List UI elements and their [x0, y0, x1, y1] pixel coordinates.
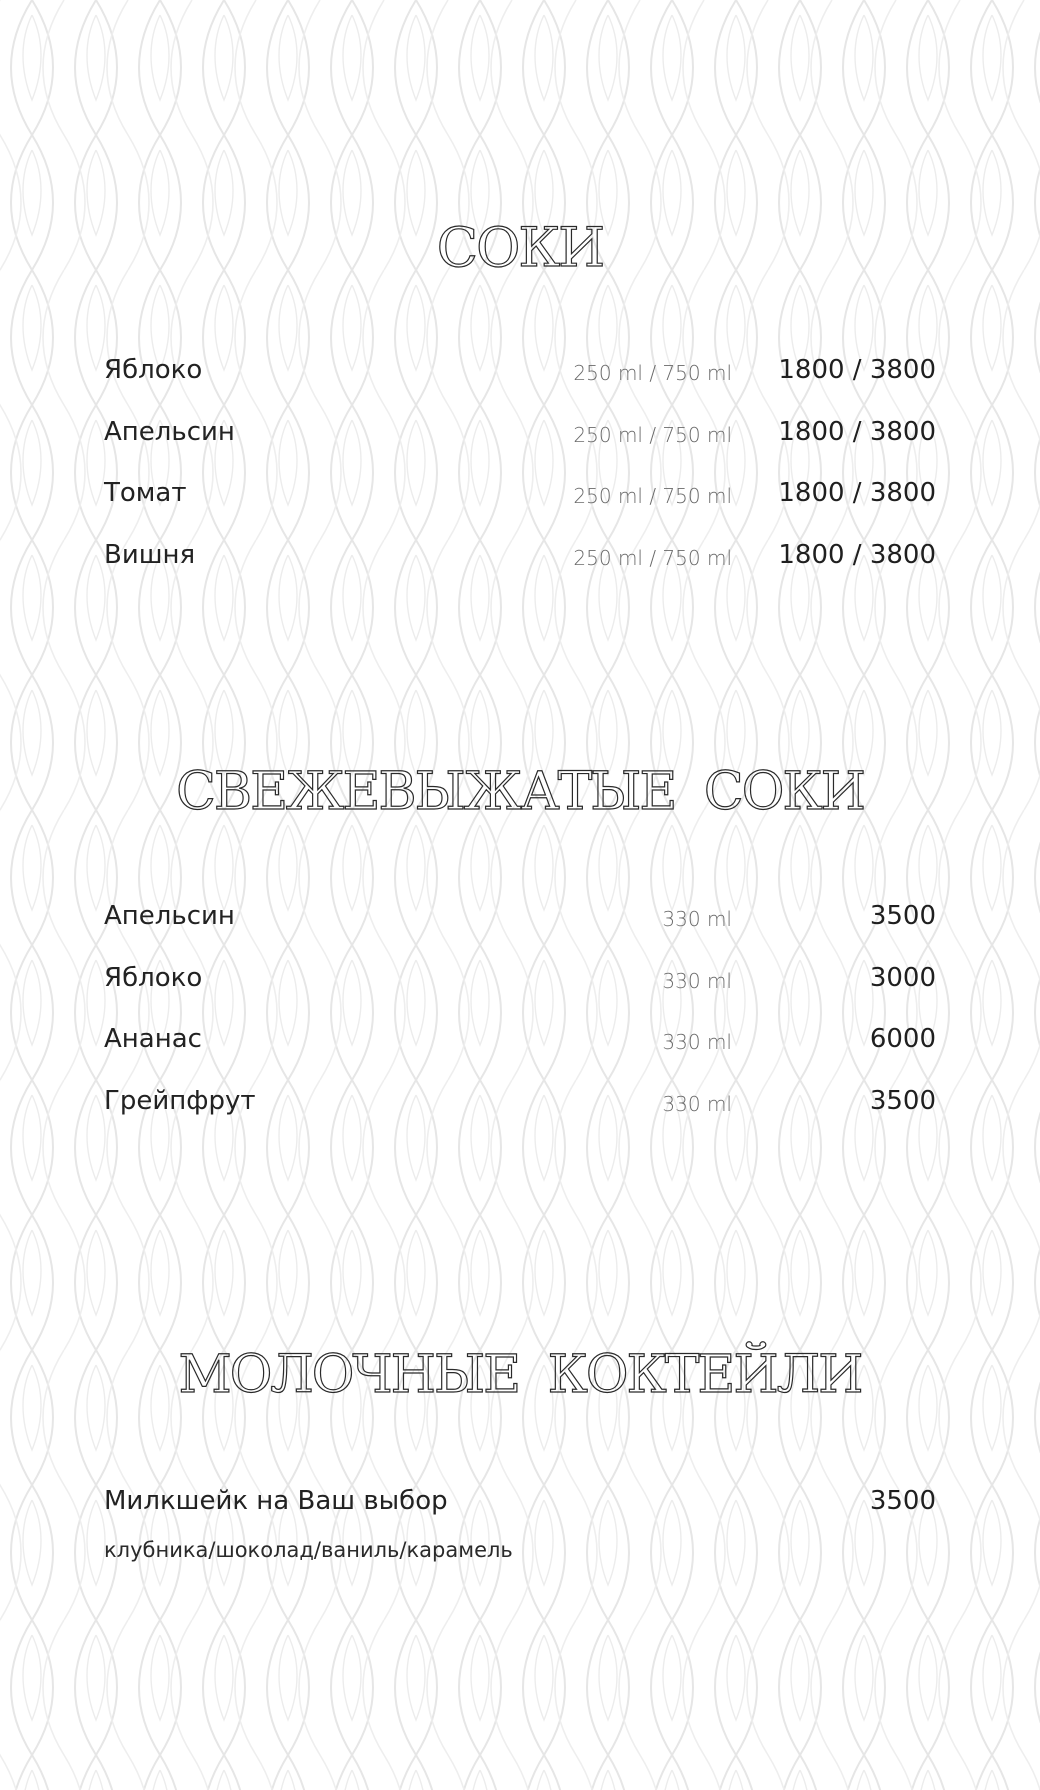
- milkshake-item: [104, 1486, 936, 1576]
- item-name: Томат: [104, 478, 187, 508]
- menu-item: [104, 540, 936, 602]
- item-price: 3000: [869, 962, 936, 993]
- item-name: Ананас: [104, 1024, 202, 1054]
- item-name: Апельсин: [104, 901, 235, 931]
- item-price: 3500: [869, 1085, 936, 1116]
- item-name: Грейпфрут: [104, 1085, 256, 1116]
- item-name: Яблоко: [104, 355, 203, 385]
- item-price: 3500: [869, 1486, 936, 1516]
- item-volume: 330 ml: [662, 968, 732, 993]
- item-price: 1800 / 3800: [778, 539, 936, 570]
- item-volume: 330 ml: [662, 1030, 732, 1054]
- item-price: 1800 / 3800: [778, 416, 936, 447]
- item-volume: 250 ml / 750 ml: [573, 545, 732, 570]
- item-volume: 250 ml / 750 ml: [573, 361, 732, 385]
- section-title-milkshakes: МОЛОЧНЫЕ КОКТЕЙЛИ: [178, 1345, 862, 1405]
- item-name: Вишня: [104, 539, 196, 570]
- item-name: Милкшейк на Ваш выбор: [104, 1486, 448, 1516]
- item-name: Яблоко: [104, 962, 203, 993]
- item-price: 3500: [869, 901, 936, 931]
- section-title-fresh-juices: СВЕЖЕВЫЖАТЫЕ СОКИ: [176, 762, 864, 822]
- menu-item: [104, 478, 936, 540]
- menu-item: [104, 355, 936, 417]
- item-name: Апельсин: [104, 416, 235, 447]
- juices-list: [104, 355, 936, 601]
- fresh-juices-list: [104, 901, 936, 1147]
- item-price: 1800 / 3800: [778, 355, 936, 385]
- item-price: 6000: [869, 1024, 936, 1054]
- menu-item: [104, 1086, 936, 1148]
- section-title-juices: СОКИ: [436, 216, 604, 279]
- item-description: клубника/шоколад/ваниль/карамель: [104, 1538, 513, 1562]
- menu-item: [104, 963, 936, 1025]
- item-price: 1800 / 3800: [778, 478, 936, 508]
- menu-item: [104, 901, 936, 963]
- item-volume: 250 ml / 750 ml: [573, 484, 732, 508]
- menu-item: [104, 1024, 936, 1086]
- item-volume: 330 ml: [662, 907, 732, 931]
- item-volume: 250 ml / 750 ml: [573, 422, 732, 447]
- menu-item: [104, 417, 936, 479]
- item-volume: 330 ml: [662, 1091, 732, 1116]
